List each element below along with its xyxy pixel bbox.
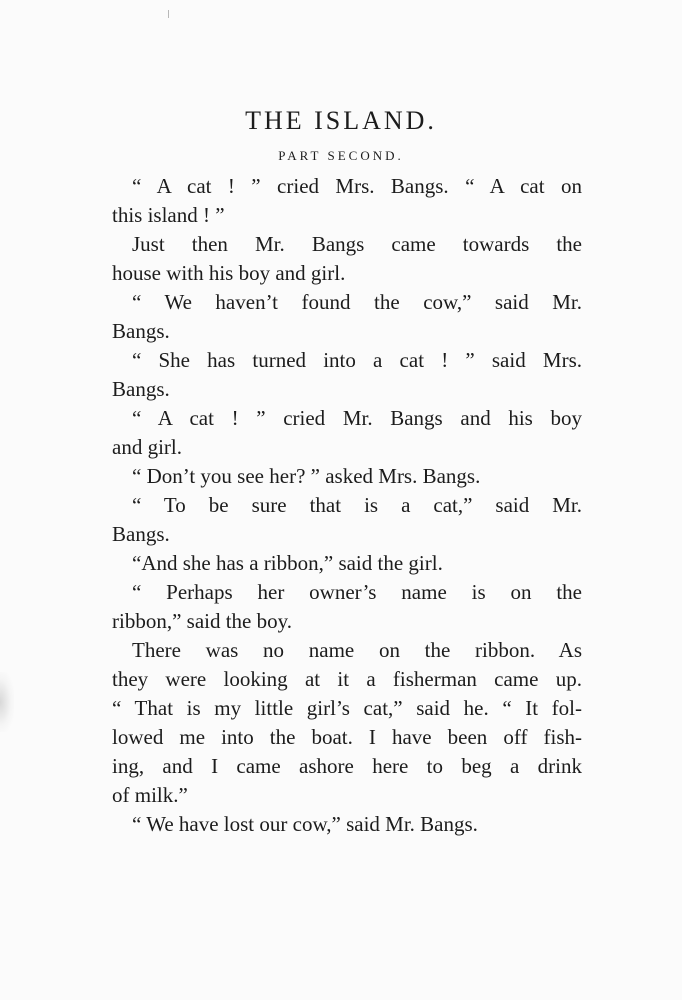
text-line: “ We haven’t found the cow,” said Mr. [132,290,582,314]
text-line: Bangs. [112,522,170,546]
text-line: “ She has turned into a cat ! ” said Mrs. [132,348,582,372]
text-line: Bangs. [112,377,170,401]
story-text [112,172,582,839]
text-line: “ Perhaps her owner’s name is on the [132,580,582,604]
text-line: ing, and I came ashore here to beg a drink [112,754,582,778]
text-line: they were looking at it a fisherman came up. [112,667,582,691]
text-line: “ That is my little girl’s cat,” said he. “ It fol- [112,696,582,720]
text-line: ribbon,” said the boy. [112,609,293,633]
text-line: Bangs. [112,319,170,343]
text-line: Just then Mr. Bangs came towards the [132,232,582,256]
text-line: house with his boy and girl. [112,261,346,285]
text-line: “ Don’t you see her? ” asked Mrs. Bangs. [132,464,481,488]
chapter-subtitle: PART SECOND. [278,148,404,163]
text-line: and girl. [112,435,182,459]
text-line: “ To be sure that is a cat,” said Mr. [132,493,582,517]
text-line: “ We have lost our cow,” said Mr. Bangs. [132,812,478,836]
text-line: this island ! ” [112,203,225,227]
text-line: “ A cat ! ” cried Mrs. Bangs. “ A cat on [132,174,582,198]
paper-smudge [0,672,14,732]
chapter-title: THE ISLAND. [245,106,437,135]
text-line: “And she has a ribbon,” said the girl. [132,551,443,575]
paper-speck [168,10,169,18]
text-line: lowed me into the boat. I have been off fish- [112,725,582,749]
text-line: of milk.” [112,783,188,807]
text-line: “ A cat ! ” cried Mr. Bangs and his boy [132,406,582,430]
text-line: There was no name on the ribbon. As [132,638,582,662]
